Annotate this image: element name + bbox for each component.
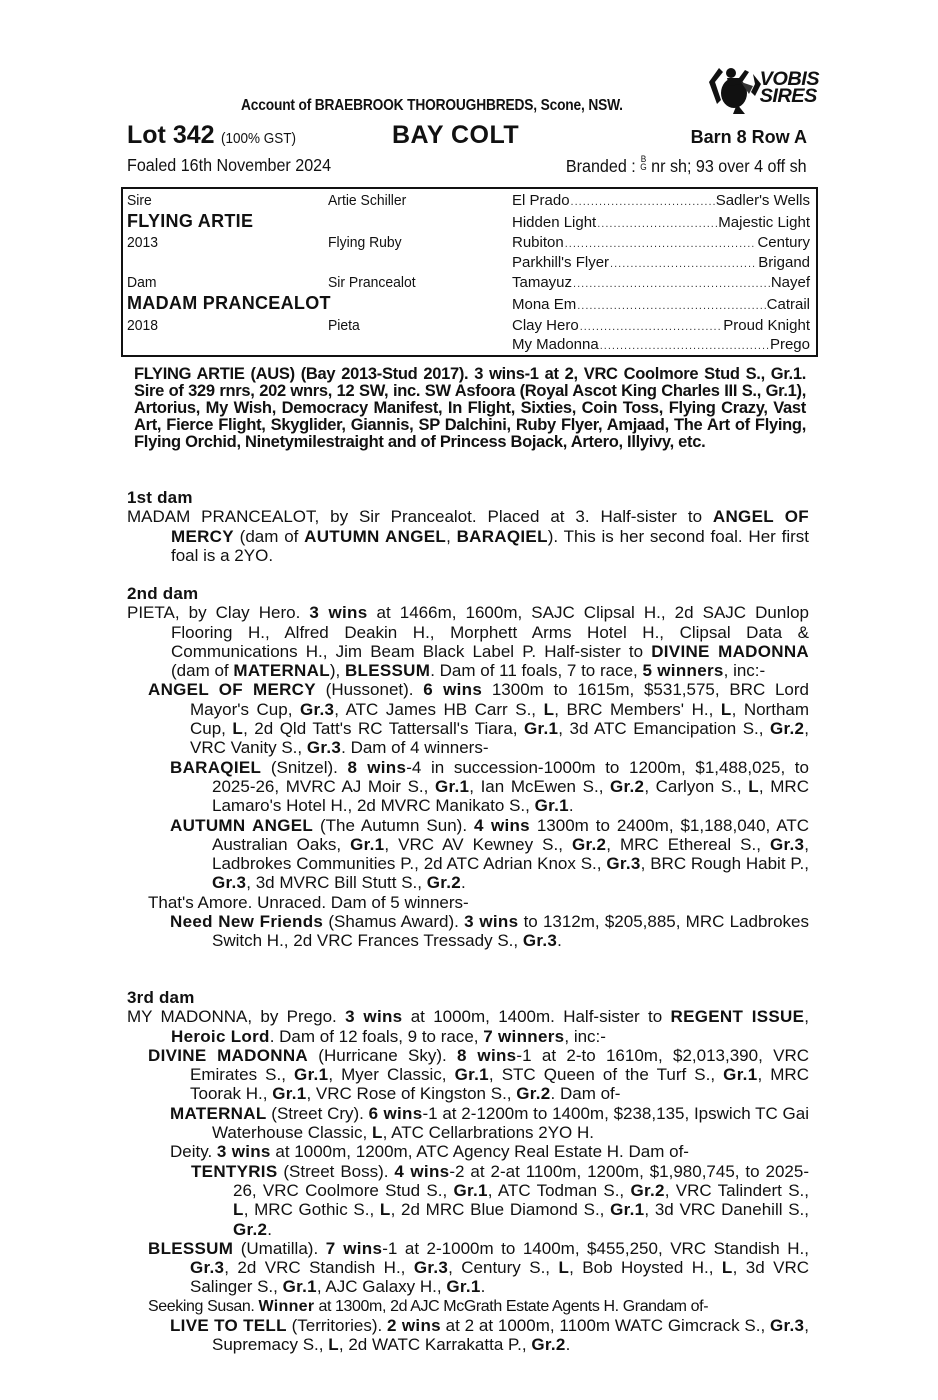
barn-location: Barn 8 Row A bbox=[690, 127, 807, 147]
lot-header bbox=[127, 121, 809, 151]
pedigree-line: My Madonna ..... Prego bbox=[512, 336, 810, 353]
first-dam-section bbox=[127, 488, 809, 565]
progeny-angel-of-mercy: ANGEL OF MERCY (Hussonet). 6 wins 1300m to 1615m, $531,575, BRC Lord Mayor's Cup, Gr.3, ATC James HB Carr S., L, BRC Members' H., L, Northam Cup, L, 2d Qld Tatt's RC Tattersall's Tiara, Gr.1, 3d ATC Emancipation S., Gr.2, VRC Vanity S., Gr.3. Dam of 4 winners- bbox=[148, 680, 810, 758]
pedigree-line: Mona Em ..... Catrail bbox=[512, 296, 810, 313]
gst-note: (100% GST) bbox=[221, 130, 297, 147]
progeny-baraqiel: BARAQIEL (Snitzel). 8 wins-4 in succession-1000m to 1200m, $1,488,025, to 2025-26, MVRC AJ Moir S., Gr.1, Ian McEwen S., Gr.2, Carlyon S., L, MRC Lamaro's Hotel H., 2d MVRC Manikato S., Gr.1. bbox=[170, 757, 809, 816]
first-dam-heading: 1st dam bbox=[127, 488, 193, 507]
branded-label: Branded : bbox=[566, 156, 637, 176]
horse-description: BAY COLT bbox=[392, 121, 520, 149]
second-dam-intro: PIETA, by Clay Hero. 3 wins at 1466m, 1600m, SAJC Clipsal H., 2d SAJC Dunlop Flooring H., Alfred Deakin H., Morphett Arms Hotel H., Clipsal Data & Communications H., Jim Beam Black Label P. Half-sister to DIVINE MADONNA (dam of MATERNAL), BLESSUM. Dam of 11 foals, 7 to race, 5 winners, inc:- bbox=[127, 603, 810, 681]
dam-sire: Sir Prancealot bbox=[328, 274, 416, 291]
third-dam-heading: 3rd dam bbox=[127, 988, 195, 1007]
sire-sire: Artie Schiller bbox=[328, 192, 407, 209]
progeny-need-new-friends: Need New Friends (Shamus Award). 3 wins to 1312m, $205,885, MRC Ladbrokes Switch H., 2d VRC Frances Tressady S., Gr.3. bbox=[170, 912, 809, 951]
brand-top: B bbox=[641, 154, 647, 164]
progeny-tentyris: TENTYRIS (Street Boss). 4 wins-2 at 2-at 1100m, 1200m, $1,980,745, to 2025-26, VRC Coolmore Stud S., Gr.1, ATC Todman S., Gr.2, VRC Talindert S., L, MRC Gothic S., L, 2d MRC Blue Diamond S., Gr.1, 3d VRC Danehill S., Gr.2. bbox=[191, 1161, 809, 1239]
second-dam-section bbox=[127, 584, 809, 951]
dam-dam: Pieta bbox=[328, 317, 360, 334]
progeny-maternal: MATERNAL (Street Cry). 6 wins-1 at 2-1200m to 1400m, $238,135, Ipswich TC Gai Waterhouse Classic, L, ATC Cellarbrations 2YO H. bbox=[170, 1103, 809, 1143]
pedigree-line: Parkhill's Flyer ..... Brigand bbox=[512, 254, 810, 271]
sire-description: FLYING ARTIE (AUS) (Bay 2013-Stud 2017). 3 wins-1 at 2, VRC Coolmore Stud S., Gr.1. Sire of 329 rnrs, 202 wnrs, 12 SW, inc. SW Asfoora (Royal Ascot King Charles III S., Gr.1), Artorius, My Wish, Democracy Manifest, In Flight, Sixties, Coin Toss, Flying Crazy, Vast Art, Fierce Flight, Skyglider, Giannis, SP Dalchini, Ruby Flyer, Amjaad, The Art of Flying, Flying Orchid, Ninetymilestraight and of Princess Bojack, Artero, Illyivy, etc. bbox=[134, 365, 806, 451]
sire-dam: Flying Ruby bbox=[328, 234, 402, 251]
vendor-account: Account of BRAEBROOK THOROUGHBREDS, Scone, NSW. bbox=[241, 97, 623, 114]
progeny-live-to-tell: LIVE TO TELL (Territories). 2 wins at 2 at 1000m, 1100m WATC Gimcrack S., Gr.3, Supremacy S., L, 2d WATC Karrakatta P., Gr.2. bbox=[170, 1316, 810, 1355]
progeny-divine-madonna: DIVINE MADONNA (Hurricane Sky). 8 wins-1 at 2-to 1610m, $2,013,390, VRC Emirates S., Gr.1, Myer Classic, Gr.1, STC Queen of the Turf S., Gr.1, MRC Toorak H., Gr.1, VRC Rose of Kingston S., Gr.2. Dam of- bbox=[148, 1045, 810, 1104]
second-dam-heading: 2nd dam bbox=[127, 584, 199, 603]
progeny-deity: Deity. 3 wins at 1000m, 1200m, ATC Agency Real Estate H. Dam of- bbox=[170, 1142, 689, 1162]
pedigree-line: Rubiton ..... Century bbox=[512, 234, 810, 251]
brand-description: nr sh; 93 over 4 off sh bbox=[651, 156, 807, 176]
progeny-blessum: BLESSUM (Umatilla). 7 wins-1 at 2-1000m to 1400m, $455,250, VRC Standish H., Gr.3, 2d VRC Standish H., Gr.3, Century S., L, Bob Hoysted H., L, 3d VRC Salinger S., Gr.1, AJC Galaxy H., Gr.1. bbox=[148, 1238, 809, 1297]
pedigree-line: Hidden Light ..... Majestic Light bbox=[512, 214, 810, 231]
brand-mark bbox=[641, 155, 647, 171]
dam-label: Dam bbox=[127, 274, 157, 291]
foaling-info bbox=[127, 155, 809, 177]
pedigree-table bbox=[121, 187, 818, 357]
progeny-autumn-angel: AUTUMN ANGEL (The Autumn Sun). 4 wins 1300m to 2400m, $1,188,040, ATC Australian Oaks, Gr.1, VRC AV Kewney S., Gr.2, MRC Ethereal S., Gr.3, Ladbrokes Communities P., 2d ATC Adrian Knox S., Gr.3, BRC Rough Habit P., Gr.3, 3d MVRC Bill Stutt S., Gr.2. bbox=[170, 815, 809, 893]
brand-info bbox=[566, 155, 807, 177]
pedigree-line: Tamayuz ..... Nayef bbox=[512, 274, 810, 291]
third-dam-section bbox=[127, 988, 809, 1355]
lot-number bbox=[127, 121, 305, 150]
pedigree-line: El Prado ..... Sadler's Wells bbox=[512, 192, 810, 209]
logo-line-1: VOBIS bbox=[759, 69, 820, 90]
sire-name: FLYING ARTIE bbox=[127, 211, 254, 231]
third-dam-intro: MY MADONNA, by Prego. 3 wins at 1000m, 1400m. Half-sister to REGENT ISSUE, Heroic Lord. Dam of 12 foals, 9 to race, 7 winners, inc:- bbox=[127, 1007, 809, 1046]
sire-label: Sire bbox=[127, 192, 152, 209]
foaled-date: Foaled 16th November 2024 bbox=[127, 155, 332, 175]
lot-label: Lot 342 bbox=[127, 121, 215, 149]
dam-year: 2018 bbox=[127, 317, 159, 334]
vobis-sires-logo bbox=[703, 60, 843, 116]
dam-name: MADAM PRANCEALOT bbox=[127, 293, 331, 313]
logo-line-2: SIRES bbox=[759, 86, 817, 107]
progeny-thats-amore: That's Amore. Unraced. Dam of 5 winners- bbox=[148, 892, 469, 912]
brand-bottom: G bbox=[640, 162, 648, 172]
pedigree-line: Clay Hero ..... Proud Knight bbox=[512, 317, 810, 334]
progeny-seeking-susan: Seeking Susan. Winner at 1300m, 2d AJC McGrath Estate Agents H. Grandam of- bbox=[148, 1297, 709, 1315]
sire-year: 2013 bbox=[127, 234, 159, 251]
horse-and-jockey-icon bbox=[703, 60, 765, 116]
first-dam-text: MADAM PRANCEALOT, by Sir Prancealot. Placed at 3. Half-sister to ANGEL OF MERCY (dam of AUTUMN ANGEL, BARAQIEL). This is her second foal. Her first foal is a 2YO. bbox=[127, 507, 809, 565]
